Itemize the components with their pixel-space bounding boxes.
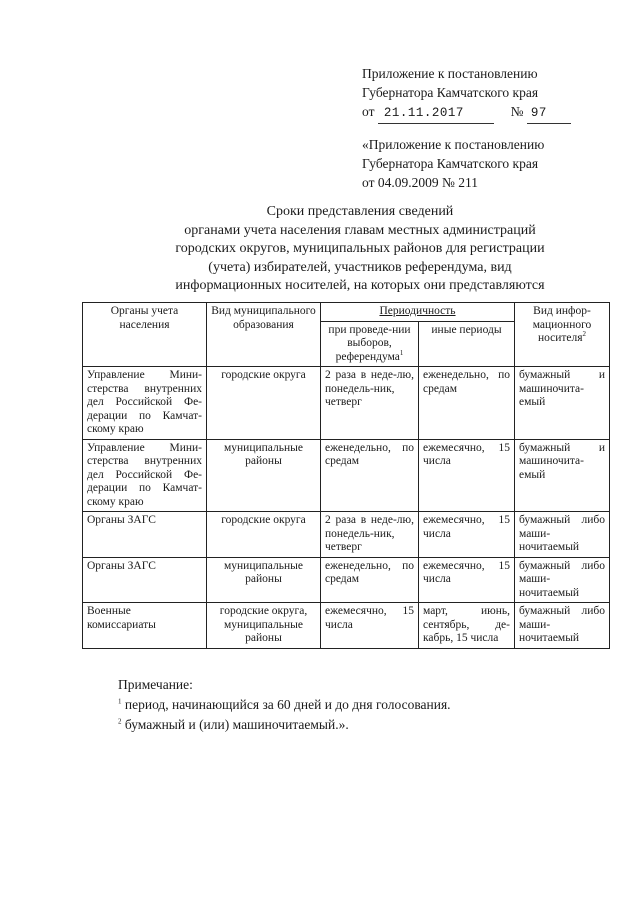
table-row [83,557,610,603]
document-title [80,203,640,296]
note-2-text: бумажный и (или) машиночитаемый.». [121,717,349,732]
schedule-table [82,302,610,649]
header-municipality-type: Вид муниципального образования [207,303,321,367]
cell-municipality: муниципальные районы [207,557,321,603]
cell-other: ежемесячно, 15 числа [419,557,515,603]
header-elections-text: при проведе-нии выборов, референдума [328,323,411,363]
footnote-1-mark: 1 [399,348,404,357]
appendix-line-2: Губернатора Камчатского края [362,85,539,100]
table-header-row [83,303,610,322]
cell-media: бумажный и машиночита-емый [515,367,610,440]
table-row [83,439,610,512]
cell-organ: Военные комиссариаты [83,603,207,649]
note-2 [118,715,451,735]
date-value: 21.11.2017 [378,104,494,124]
appendix-header [362,64,571,124]
table-row [83,367,610,440]
cell-media: бумажный либо маши-ночитаемый [515,557,610,603]
cell-other: ежемесячно, 15 числа [419,512,515,558]
note-2-mark: 2 [118,717,122,726]
cell-organ: Управление Мини-стерства внутренних дел Российской Фе-дерации по Камчат-скому краю [83,367,207,440]
cell-elections: ежемесячно, 15 числа [321,603,419,649]
original-line-1: «Приложение к постановлению [362,137,545,152]
appendix-line-1: Приложение к постановлению [362,66,538,81]
cell-elections: 2 раза в неде-лю, понедель-ник, четверг [321,367,419,440]
cell-other: еженедельно, по средам [419,367,515,440]
title-line-3: городских округов, муниципальных районов для регистрации [175,241,545,256]
date-number-line [362,102,571,124]
title-line-1: Сроки представления сведений [266,204,454,219]
date-from-label: от [362,104,375,119]
cell-elections: еженедельно, по средам [321,557,419,603]
cell-other: ежемесячно, 15 числа [419,439,515,512]
header-media [515,303,610,367]
cell-other: март, июнь, сентябрь, де-кабрь, 15 числа [419,603,515,649]
cell-organ: Органы ЗАГС [83,512,207,558]
header-periodicity: Периодичность [321,303,515,322]
cell-municipality: муниципальные районы [207,439,321,512]
cell-municipality: городские округа [207,367,321,440]
cell-municipality: городские округа [207,512,321,558]
cell-organ: Органы ЗАГС [83,557,207,603]
cell-elections: еженедельно, по средам [321,439,419,512]
notes-section [118,675,451,735]
number-value: 97 [527,104,571,124]
header-media-text: Вид инфор-мационного носителя [532,305,592,344]
note-1 [118,695,451,715]
title-line-2: органами учета населения главам местных администраций [184,222,536,238]
cell-organ: Управление Мини-стерства внутренних дел Российской Фе-дерации по Камчат-скому краю [83,439,207,512]
table-row [83,603,610,649]
cell-media: бумажный либо маши-ночитаемый [515,512,610,558]
number-label: № [510,104,524,119]
cell-elections: 2 раза в неде-лю, понедель-ник, четверг [321,512,419,558]
note-1-mark: 1 [118,697,122,706]
header-elections [321,321,419,367]
notes-title: Примечание: [118,677,193,692]
table-row [83,512,610,558]
note-1-text: период, начинающийся за 60 дней и до дня голосования. [121,697,451,712]
cell-media: бумажный и машиночита-емый [515,439,610,512]
cell-municipality: городские округа, муниципальные районы [207,603,321,649]
original-line-3: от 04.09.2009 № 211 [362,175,478,190]
original-line-2: Губернатора Камчатского края [362,156,539,171]
title-line-4: (учета) избирателей, участников референдума, вид [208,259,512,275]
cell-media: бумажный либо маши-ночитаемый [515,603,610,649]
header-organs: Органы учета населения [83,303,207,367]
title-line-5: информационных носителей, на которых они представляются [175,278,545,293]
header-other-periods: иные периоды [419,321,515,367]
footnote-2-mark: 2 [582,330,587,339]
original-appendix-header [362,135,544,192]
